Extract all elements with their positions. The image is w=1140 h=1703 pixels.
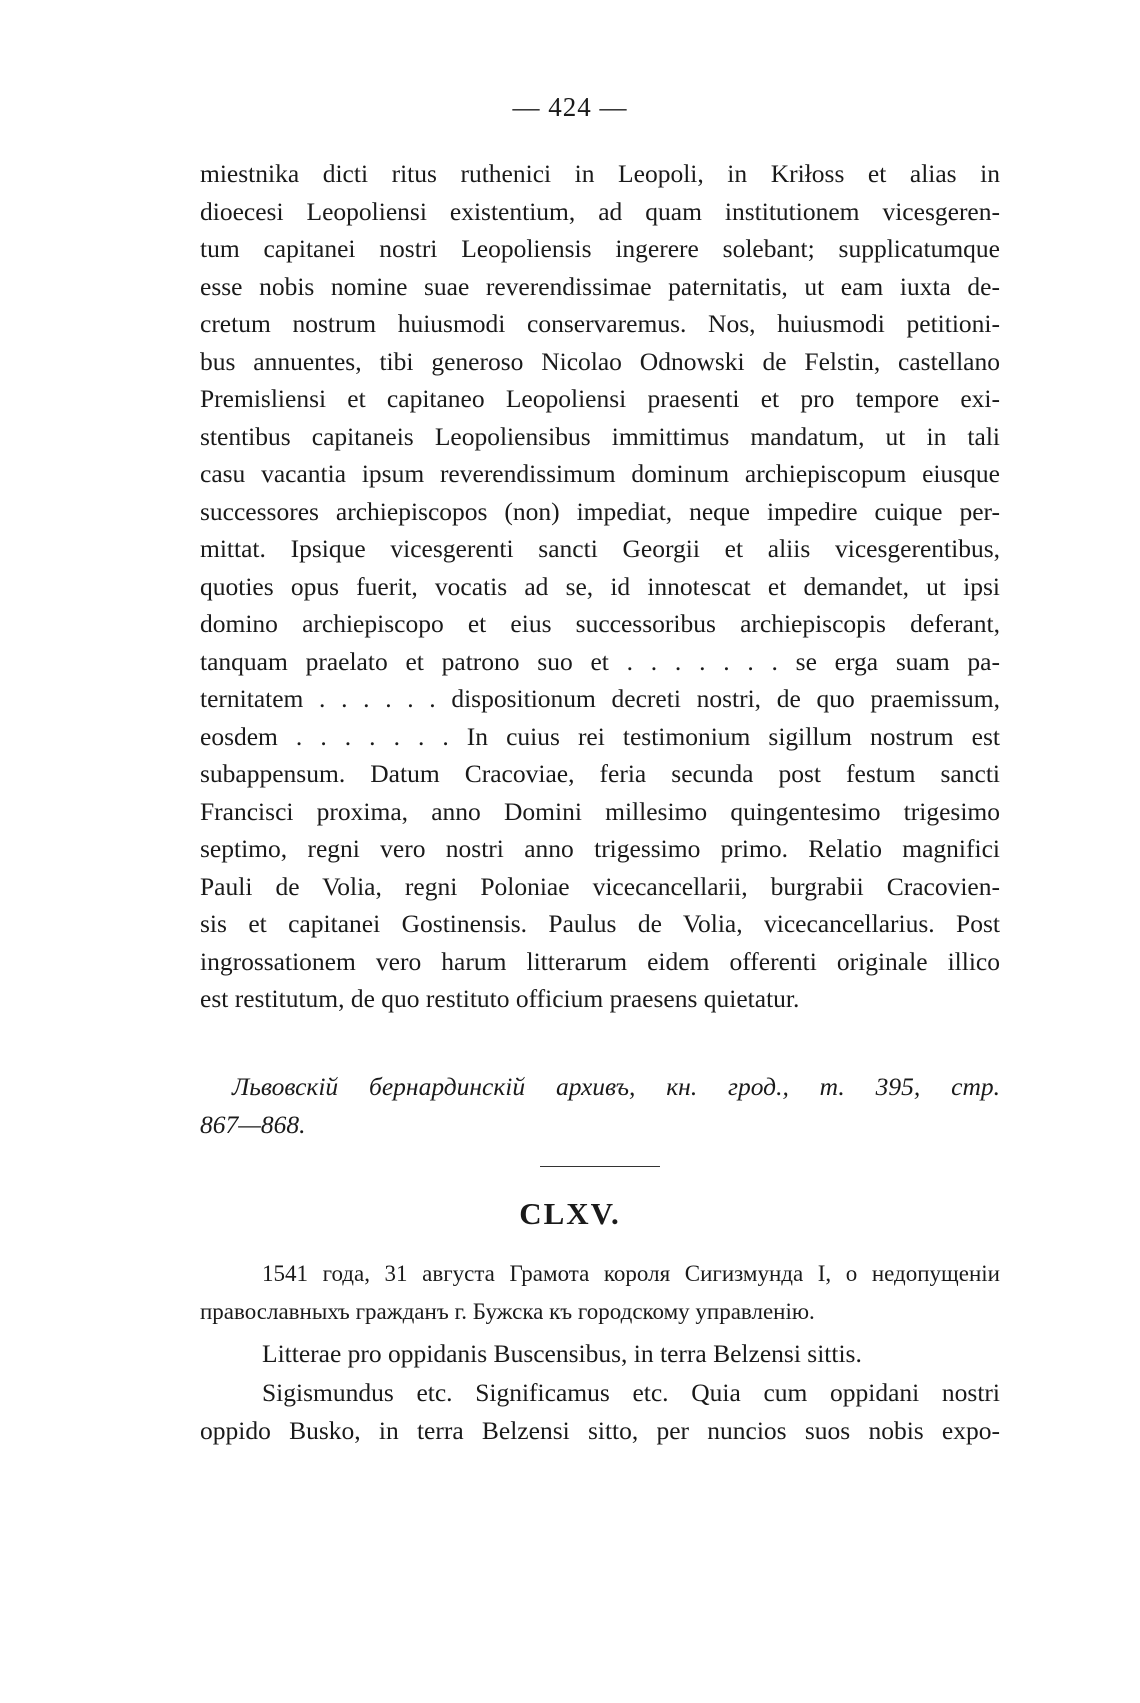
citation-line: 867—868.	[200, 1110, 306, 1139]
text-line: casu vacantia ipsum reverendissimum dominum archiepiscopum eiusque	[200, 459, 1000, 488]
text-line: subappensum. Datum Cracoviae, feria secunda post festum sancti	[200, 759, 1000, 788]
text-line: sis et capitanei Gostinensis. Paulus de Volia, vicecancellarius. Post	[200, 909, 1000, 938]
text-line: cretum nostrum huiusmodi conservaremus. Nos, huiusmodi petitioni-	[200, 309, 1000, 338]
text-line: miestnika dicti ritus ruthenici in Leopoli, in Kriłoss et alias in	[200, 159, 1000, 188]
text-line: est restitutum, de quo restituto officium praesens quietatur.	[200, 984, 800, 1013]
document-heading	[200, 1255, 1000, 1331]
text-line: eosdem . . . . . . . In cuius rei testimonium sigillum nostrum est	[200, 721, 1000, 751]
text-line: oppido Busko, in terra Belzensi sitto, per nuncios suos nobis expo-	[200, 1416, 1000, 1445]
heading-line: 1541 года, 31 августа Грамота короля Сигизмунда I, о недопущеніи	[262, 1261, 1000, 1286]
document-number: CLXV.	[519, 1196, 621, 1231]
text-line: bus annuentes, tibi generoso Nicolao Odnowski de Felstin, castellano	[200, 346, 1000, 376]
text-line: Pauli de Volia, regni Poloniae vicecancellarii, burgrabii Cracovien-	[200, 871, 1000, 901]
text-line: dioecesi Leopoliensi existentium, ad quam institutionem vicesgeren-	[200, 196, 1000, 226]
second-document-text	[200, 1335, 1000, 1451]
section-divider	[540, 1166, 660, 1167]
text-line: quoties opus fuerit, vocatis ad se, id innotescat et demandet, ut ipsi	[200, 571, 1000, 601]
text-line: septimo, regni vero nostri anno trigessimo primo. Relatio magnifici	[200, 834, 1000, 863]
text-line: tanquam praelato et patrono suo et . . . . . . . se erga suam pa-	[200, 646, 1000, 676]
text-line: tum capitanei nostri Leopoliensis ingerere solebant; supplicatumque	[200, 234, 1000, 263]
heading-line: православныхъ гражданъ г. Бужска къ городскому управленію.	[200, 1299, 815, 1324]
text-line: successores archiepiscopos (non) impediat, neque impedire cuique per-	[200, 496, 1000, 526]
text-line: Sigismundus etc. Significamus etc. Quia cum oppidani nostri	[262, 1377, 1000, 1407]
archive-citation	[200, 1068, 1000, 1144]
text-line: mittat. Ipsique vicesgerenti sancti Georgii et aliis vicesgerentibus,	[200, 534, 1000, 563]
text-line: ternitatem . . . . . . dispositionum decreti nostri, de quo praemissum,	[200, 684, 1000, 713]
text-line: Francisci proxima, anno Domini millesimo quingentesimo trigesimo	[200, 796, 1000, 826]
citation-line: Львовскій бернардинскій архивъ, кн. грод., т. 395, стр.	[232, 1072, 1000, 1101]
text-line: ingrossationem vero harum litterarum eidem offerenti originale illico	[200, 946, 1000, 976]
main-paragraph	[200, 155, 1000, 1018]
text-line: esse nobis nomine suae reverendissimae paternitatis, ut eam iuxta de-	[200, 271, 1000, 301]
text-line: domino archiepiscopo et eius successoribus archiepiscopis deferant,	[200, 609, 1000, 638]
document-title: Litterae pro oppidanis Buscensibus, in terra Belzensi sittis.	[262, 1339, 862, 1368]
text-line: stentibus capitaneis Leopoliensibus immittimus mandatum, ut in tali	[200, 421, 1000, 451]
text-line: Premisliensi et capitaneo Leopoliensi praesenti et pro tempore exi-	[200, 384, 1000, 413]
page-number: — 424 —	[512, 92, 628, 122]
